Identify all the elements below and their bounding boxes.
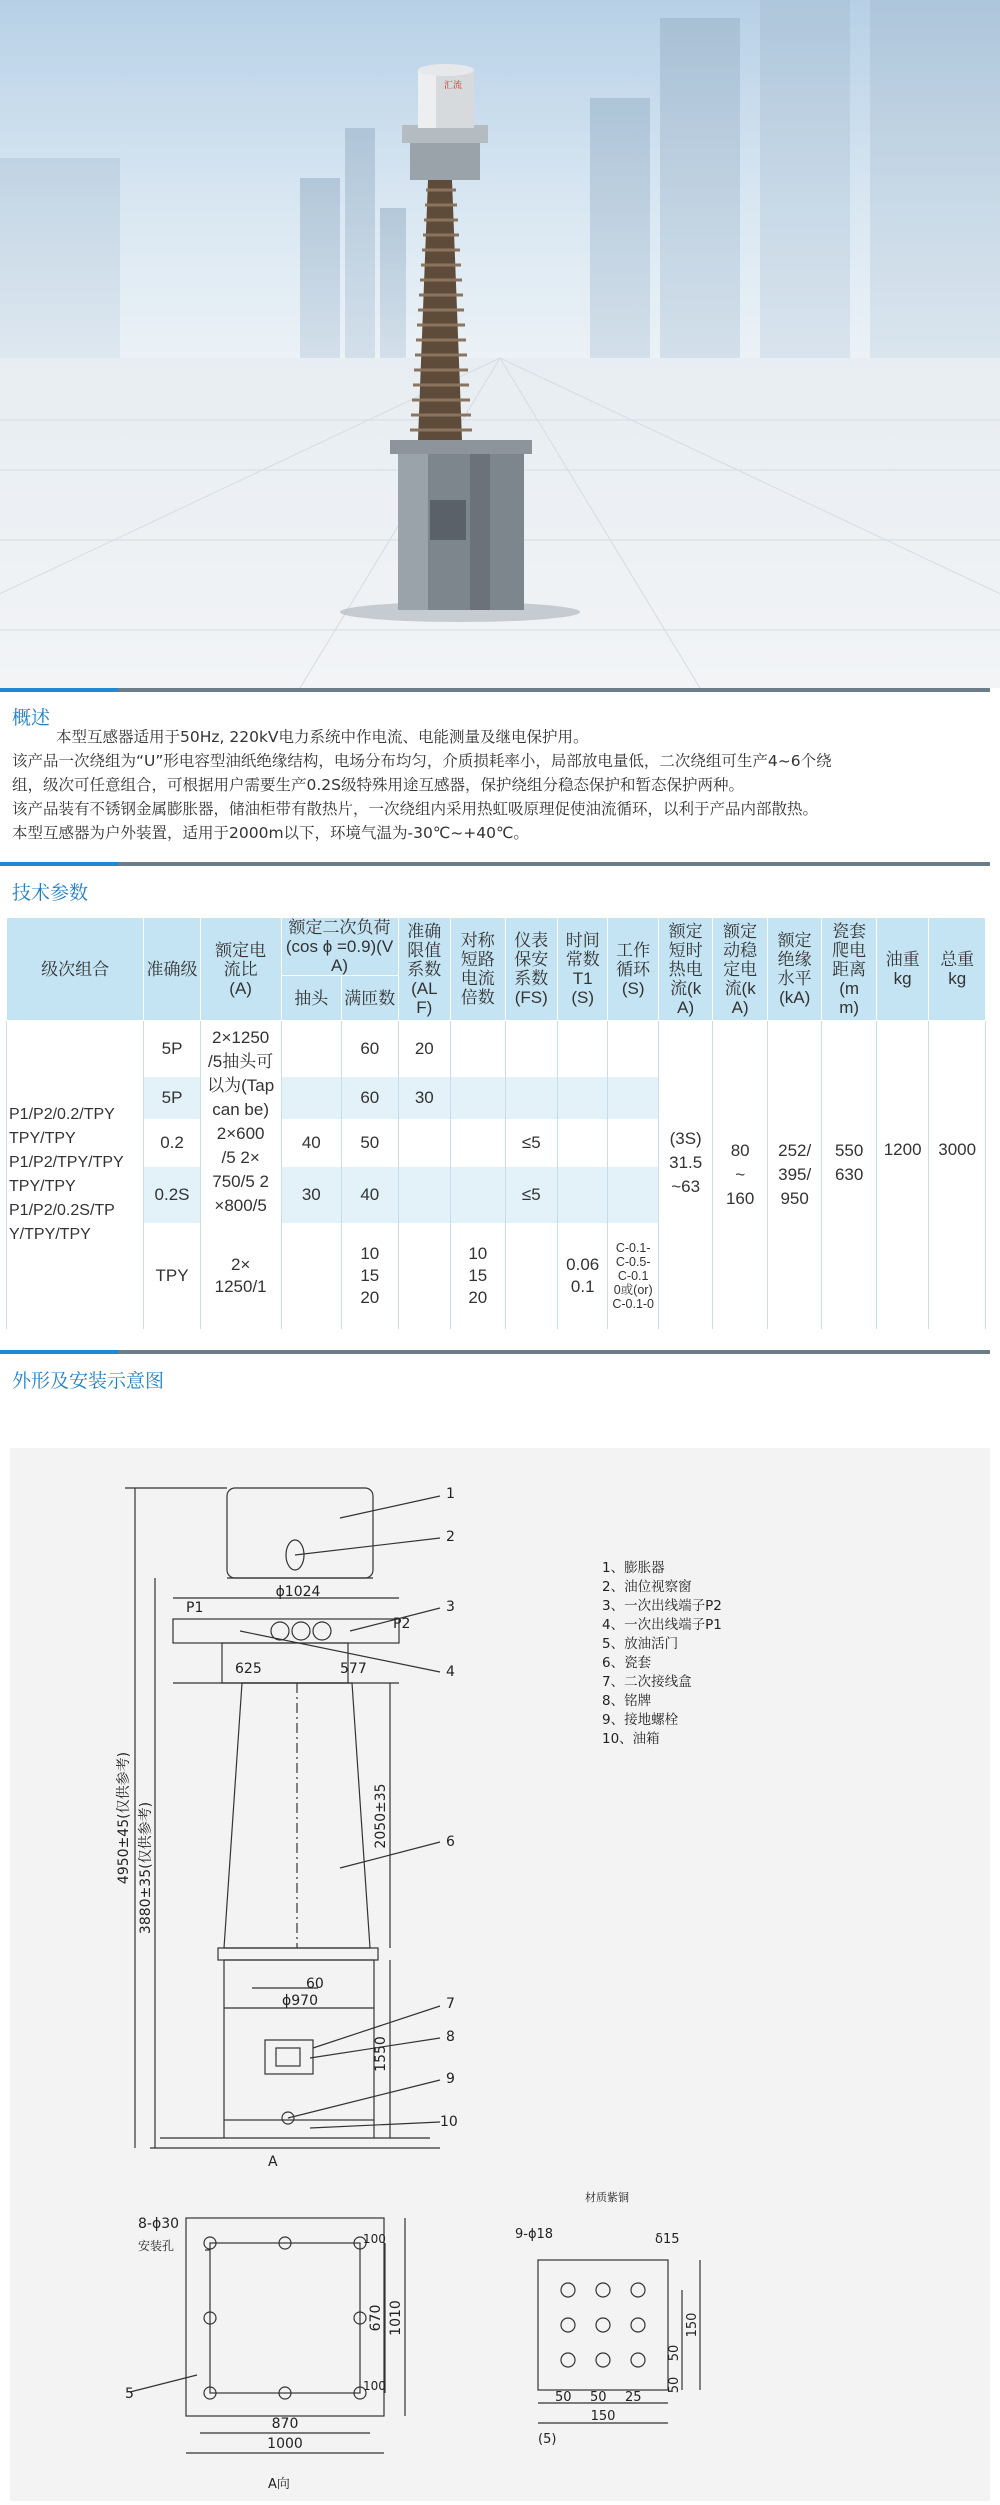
- cell-alf: [398, 1119, 450, 1167]
- brand-logo: 汇流: [443, 81, 462, 91]
- label-a: A: [268, 2154, 278, 2170]
- th-cycle: 工作循环(S): [608, 918, 658, 1021]
- cell-cycle: [608, 1167, 658, 1223]
- cell-fs: [505, 1223, 557, 1329]
- cell-acc: 0.2: [144, 1119, 201, 1167]
- num-1: 1: [446, 1486, 455, 1502]
- overview-line-1: 本型互感器适用于50Hz, 220kV电力系统中作电流、电能测量及继电保护用。: [56, 728, 589, 746]
- th-load: 额定二次负荷(cos ϕ =0.9)(VA): [281, 918, 398, 976]
- num-9: 9: [446, 2071, 455, 2087]
- cell-thermal: (3S) 31.5 ~63: [658, 1021, 713, 1329]
- cell-full: 60: [342, 1077, 399, 1119]
- legend-item: 4、一次出线端子P1: [602, 1617, 722, 1633]
- dim-670: 670: [368, 2304, 384, 2332]
- legend-item: 9、接地螺栓: [602, 1712, 679, 1728]
- overview-line-2: 该产品一次绕组为“U”形电容型油纸绝缘结构，电场分布均匀，介质损耗率小，局部放电量低，二次绕组可生产4~6个绕: [12, 752, 832, 770]
- th-sc: 对称短路电流倍数: [451, 918, 506, 1021]
- cell-t1: [558, 1167, 608, 1223]
- dim-b25: 25: [625, 2390, 642, 2405]
- label-material: 材质紫铜: [585, 2191, 629, 2204]
- overview-heading: 概述: [12, 707, 51, 729]
- cell-t1: [558, 1077, 608, 1119]
- dim-100a: 100: [363, 2232, 386, 2246]
- divider-accent: [0, 862, 118, 866]
- num-5: 5: [125, 2386, 134, 2402]
- th-alf: 准确限值系数(ALF): [398, 918, 450, 1021]
- cell-alf: [398, 1223, 450, 1329]
- dim-2050: 2050±35: [373, 1783, 389, 1849]
- cell-sc: [451, 1167, 506, 1223]
- cell-sc: [451, 1077, 506, 1119]
- drawing-heading: 外形及安装示意图: [12, 1370, 165, 1392]
- cell-acc: 0.2S: [144, 1167, 201, 1223]
- th-full: 满匝数: [342, 976, 399, 1021]
- th-accuracy: 准确级: [144, 918, 201, 1021]
- th-oil: 油重kg: [876, 918, 928, 1021]
- cell-acc: 5P: [144, 1021, 201, 1077]
- dim-3880: 3880±35(仅供参考): [138, 1801, 154, 1935]
- cell-total: 3000: [929, 1021, 986, 1329]
- legend-item: 8、铭牌: [602, 1693, 652, 1709]
- legend-item: 10、油箱: [602, 1731, 660, 1747]
- dim-4950: 4950±45(仅供参考): [116, 1751, 132, 1885]
- spec-table: [6, 917, 986, 1329]
- cell-alf: 30: [398, 1077, 450, 1119]
- cell-tap: 40: [281, 1119, 342, 1167]
- legend-item: 7、二次接线盒: [602, 1674, 692, 1690]
- th-ratio: 额定电流比(A): [200, 918, 281, 1021]
- label-five: (5): [538, 2432, 557, 2447]
- legend-item: 1、膨胀器: [602, 1560, 665, 1576]
- combo-cell: P1/P2/0.2/TPY TPY/TPY P1/P2/TPY/TPY TPY/TPY P1/P2/0.2S/TP Y/TPY/TPY: [7, 1021, 144, 1329]
- cell-insulation: 252/ 395/ 950: [767, 1021, 822, 1329]
- legend-item: 5、放油活门: [602, 1636, 679, 1652]
- cell-tap: [281, 1077, 342, 1119]
- divider: [0, 688, 990, 692]
- ratio-cell: 2×1250 /5抽头可 以为(Tap can be) 2×600 /5 2× 750/5 2 ×800/5: [200, 1021, 281, 1223]
- divider: [0, 1350, 990, 1354]
- dim-1550: 1550: [373, 2036, 389, 2072]
- overview-line-5: 本型互感器为户外装置，适用于2000m以下，环境气温为-30℃~+40℃。: [12, 824, 529, 842]
- overview-line-3: 组，级次可任意组合，可根据用户需要生产0.2S级特殊用途互感器，保护绕组分稳态保护和暂态保护两种。: [12, 776, 744, 794]
- label-p1: P1: [186, 1600, 204, 1616]
- dim-60: 60: [306, 1976, 324, 1992]
- cell-oil: 1200: [876, 1021, 928, 1329]
- divider: [0, 862, 990, 866]
- dim-970: ϕ970: [282, 1993, 318, 2009]
- th-creepage: 瓷套爬电距离(mm): [822, 918, 877, 1021]
- dim-50a: 50: [667, 2344, 682, 2362]
- installation-drawing: [10, 1448, 990, 2501]
- cell-sc: 10 15 20: [451, 1223, 506, 1329]
- th-insulation: 额定绝缘水平(kA): [767, 918, 822, 1021]
- dim-577: 577: [340, 1661, 367, 1677]
- tech-heading: 技术参数: [12, 882, 89, 904]
- cell-cycle: C-0.1- C-0.5- C-0.1 0或(or) C-0.1-0: [608, 1223, 658, 1329]
- th-fs: 仪表保安系数(FS): [505, 918, 557, 1021]
- th-total: 总重kg: [929, 918, 986, 1021]
- cell-alf: 20: [398, 1021, 450, 1077]
- num-6: 6: [446, 1834, 455, 1850]
- cell-fs: [505, 1021, 557, 1077]
- cell-cycle: [608, 1119, 658, 1167]
- label-p2: P2: [393, 1616, 411, 1632]
- th-dynamic: 额定动稳定电流(kA): [713, 918, 768, 1021]
- dim-1010: 1010: [388, 2300, 404, 2336]
- cell-t1: [558, 1021, 608, 1077]
- cell-full: 50: [342, 1119, 399, 1167]
- th-t1: 时间常数T1(S): [558, 918, 608, 1021]
- cell-alf: [398, 1167, 450, 1223]
- dim-1000: 1000: [267, 2436, 303, 2452]
- dim-50b: 50: [667, 2376, 682, 2394]
- cell-cycle: [608, 1077, 658, 1119]
- num-3: 3: [446, 1599, 455, 1615]
- th-tap: 抽头: [281, 976, 342, 1021]
- dim-holes2: 9-ϕ18: [515, 2227, 554, 2242]
- divider-accent: [0, 688, 118, 692]
- dim-b50b: 50: [590, 2390, 607, 2405]
- overview-line-4: 该产品装有不锈钢金属膨胀器，储油柜带有散热片，一次绕组内采用热虹吸原理促使油流循环，以利于产品内部散热。: [12, 800, 819, 818]
- dim-b150: 150: [590, 2409, 616, 2424]
- dim-d1024: ϕ1024: [275, 1584, 321, 1600]
- cell-full: 10 15 20: [342, 1223, 399, 1329]
- cell-fs: ≤5: [505, 1119, 557, 1167]
- cell-t1: 0.06 0.1: [558, 1223, 608, 1329]
- label-mount: 安装孔: [138, 2239, 175, 2253]
- cell-tap: [281, 1223, 342, 1329]
- cell-sc: [451, 1021, 506, 1077]
- label-adir: A向: [268, 2477, 290, 2492]
- cell-fs: [505, 1077, 557, 1119]
- cell-ratio-tpy: 2× 1250/1: [200, 1223, 281, 1329]
- cell-sc: [451, 1119, 506, 1167]
- dim-870: 870: [271, 2416, 299, 2432]
- cell-t1: [558, 1119, 608, 1167]
- cell-cycle: [608, 1021, 658, 1077]
- cell-fs: ≤5: [505, 1167, 557, 1223]
- dim-100b: 100: [363, 2379, 386, 2393]
- divider-accent: [0, 1350, 118, 1354]
- th-combo: 级次组合: [7, 918, 144, 1021]
- transformer-illustration: [0, 0, 1000, 688]
- cell-acc: 5P: [144, 1077, 201, 1119]
- num-10: 10: [440, 2114, 458, 2130]
- num-7: 7: [446, 1996, 455, 2012]
- num-2: 2: [446, 1529, 455, 1545]
- legend-item: 3、一次出线端子P2: [602, 1598, 722, 1614]
- dim-t15: δ15: [655, 2232, 680, 2247]
- legend-item: 2、油位视察窗: [602, 1579, 692, 1595]
- cell-full: 40: [342, 1167, 399, 1223]
- th-thermal: 额定短时热电流(kA): [658, 918, 713, 1021]
- cell-dynamic: 80 ~ 160: [713, 1021, 768, 1329]
- product-photo: [0, 0, 1000, 688]
- dim-holes: 8-ϕ30: [138, 2216, 180, 2232]
- num-4: 4: [446, 1664, 455, 1680]
- num-8: 8: [446, 2029, 455, 2045]
- cell-tap: [281, 1021, 342, 1077]
- cell-full: 60: [342, 1021, 399, 1077]
- legend-item: 6、瓷套: [602, 1655, 652, 1671]
- dim-150v: 150: [685, 2312, 700, 2338]
- dim-b50a: 50: [555, 2390, 572, 2405]
- drawing-svg: [10, 1448, 990, 2501]
- dim-625: 625: [235, 1661, 262, 1677]
- cell-acc: TPY: [144, 1223, 201, 1329]
- cell-creepage: 550 630: [822, 1021, 877, 1329]
- cell-tap: 30: [281, 1167, 342, 1223]
